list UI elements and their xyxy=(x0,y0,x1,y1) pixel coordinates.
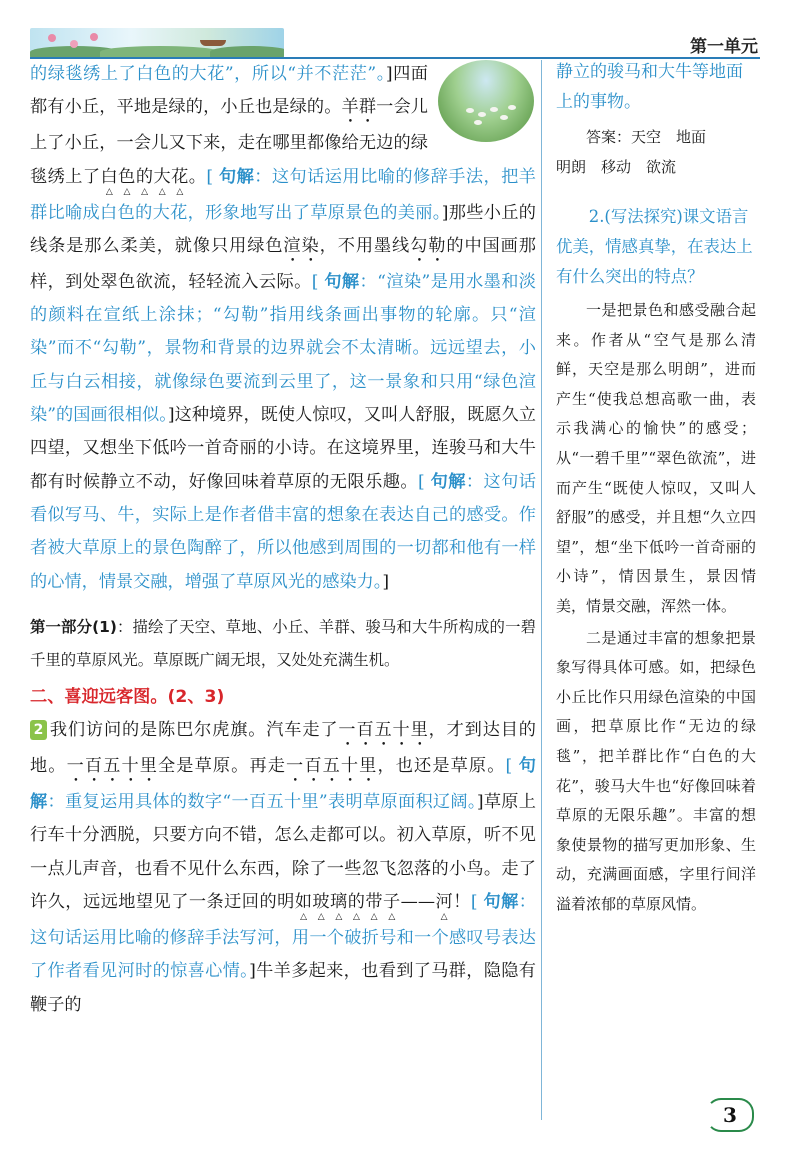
note-text: ：重复运用具体的数字“一百五十里”表明草原面积辽阔。 xyxy=(47,792,477,813)
note-text: ：这句话运用比喻的修辞手法写河，用一个破折号和一个感叹号表达了作者看见河时的惊喜心情。 xyxy=(30,892,536,982)
summary-text: ：描绘了天空、草地、小丘、羊群、骏马和大牛所构成的一碧千里的草原风光。草原既广阔无垠，又处处充满生机。 xyxy=(30,617,536,669)
paragraph-1: 的绿毯绣上了白色的大花”，所以“并不茫茫”。]四面都有小丘，平地是绿的，小丘也是绿的。羊群一会儿上了小丘，一会儿又下来，走在哪里都像给无边的绿毯绣上了白色的大花。[ 句解：这句话运用比喻的修辞手法，把羊群比喻成白色的大花，形象地写出了草原景色的美丽。]那些小丘的线条是那么柔美，就像只用绿色渲染，不用墨线勾勒的中国画那样，到处翠色欲流，轻轻流入云际。[ 句解：“渲染”是用水墨和淡的颜料在宣纸上涂抹；“勾勒”指用线条画出事物的轮廓。只“渲染”而不“勾勒”，景物和背景的边界就会不太清晰。远远望去，小丘与白云相接，就像绿色要流到云里了，这一景象和只用“绿色渲染”的国画很相似。]这种境界，既使人惊叹，又叫人舒服，既愿久立四望，又想坐下低吟一首奇丽的小诗。在这境界里，连骏马和大牛都有时候静立不动，好像回味着草原的无限乐趣。[ 句解：这句话看似写马、牛，实际上是作者借丰富的想象在表达自己的感受。作者被大草原上的景色陶醉了，所以他感到周围的一切都和他有一样的心情，情景交融，增强了草原风光的感染力。] xyxy=(30,64,536,592)
question-1-tail: 静立的骏马和大牛等地面上的事物。 xyxy=(556,62,743,112)
section-heading: 二、喜迎远客图。(2、3) xyxy=(30,686,225,707)
note-text: ：这句话看似写马、牛，实际上是作者借丰富的想象在表达自己的感受。作者被大草原上的景色陶醉了，所以他感到周围的一切都和他有一样的心情，情景交融，增强了草原风光的感染力。 xyxy=(30,471,536,592)
note-bracket-open: [ xyxy=(206,166,219,187)
emphasis-dot: 羊群 xyxy=(341,97,377,118)
note-label: 句解 xyxy=(430,471,466,492)
unit-title: 第一单元 xyxy=(690,37,758,57)
answer-2-part-2: 二是通过丰富的想象把景象写得具体可感。如，把绿色小丘比作只用绿色渲染的中国画，把草原比作“无边的绿毯”，把羊群比作“白色的大花”，骏马大牛也“好像回味着草原的无限乐趣”。丰富的想象使景物的描写更加形象、生动，充满画面感，字里行间洋溢着浓郁的草原风情。 xyxy=(556,628,756,913)
answer-2-part-1: 一是把景色和感受融合起来。作者从“空气是那么清鲜，天空是那么明朗”，进而产生“使我总想高歌一曲，表示我满心的愉快”的感受；从“一碧千里”“翠色欲流”，进而产生“既使人惊叹，又叫人舒服”的感受，并且想“久立四望”，想“坐下低吟一首奇丽的小诗”，情因景生，景因情美，情景交融，浑然一体。 xyxy=(556,301,756,615)
note-label: 句解 xyxy=(218,166,255,187)
emphasis-triangle: 白色的大花 xyxy=(100,166,189,187)
column-divider xyxy=(541,60,542,1120)
note-label: 句解 xyxy=(483,892,519,913)
note-label: 句解 xyxy=(324,271,360,292)
paragraph-2: 2 我们访问的是陈巴尔虎旗。汽车走了一百五十里，才到达目的地。一百五十里全是草原。再走一百五十里，也还是草原。[ 句解：重复运用具体的数字“一百五十里”表明草原面积辽阔。]草原上行车十分洒脱，只要方向不错，怎么走都可以。初入草原，听不见一点儿声音，也看不见什么东西，除了一些忽飞忽落的小鸟。走了许久，远远地望见了一条迂回的明如玻璃的带子——河！[ 句解：这句话运用比喻的修辞手法写河，用一个破折号和一个感叹号表达了作者看见河时的惊喜心情。]牛羊多起来，也看到了马群，隐隐有鞭子的 xyxy=(30,720,536,1015)
question-2: 2.(写法探究)课文语言优美，情感真挚，在表达上有什么突出的特点？ xyxy=(556,207,753,286)
grassland-sheep-photo xyxy=(438,60,534,142)
answer-line-1: 答案：天空 地面 xyxy=(586,128,707,146)
sidebar-column xyxy=(556,58,756,919)
note-text: ：这句话运用比喻的修辞手法，把羊群比喻成白色的大花，形象地写出了草原景色的美丽。 xyxy=(30,166,536,223)
note-label: 句解 xyxy=(30,756,536,813)
summary-label: 第一部分(1) xyxy=(30,617,117,636)
page-number: 3 xyxy=(706,1098,754,1132)
part-summary xyxy=(30,611,536,677)
paragraph-number-badge: 2 xyxy=(30,720,47,740)
main-column xyxy=(30,58,536,1022)
note-text: ：“渲染”是用水墨和淡的颜料在宣纸上涂抹；“勾勒”指用线条画出事物的轮廓。只“渲染”而不“勾勒”，景物和背景的边界就会不太清晰。远远望去，小丘与白云相接，就像绿色要流到云里了，这一景象和只用“绿色渲染”的国画很相似。 xyxy=(30,271,536,426)
answer-line-2: 明朗 移动 欲流 xyxy=(556,157,677,176)
quoted-text: 的绿毯绣上了白色的大花”，所以“并不茫茫”。 xyxy=(30,64,386,84)
header-banner-image xyxy=(30,28,284,58)
